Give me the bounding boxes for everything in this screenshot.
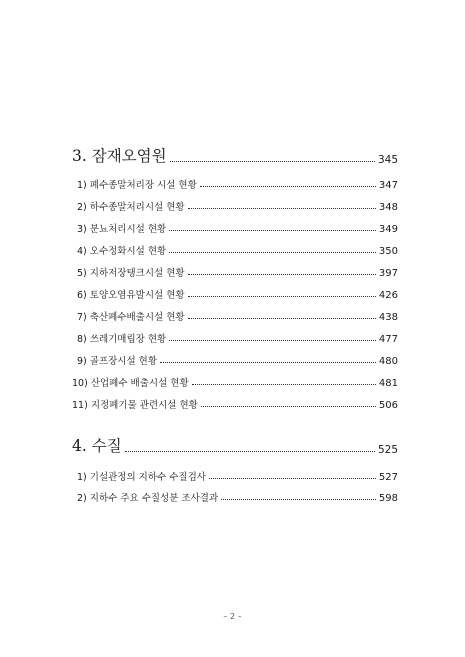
toc-item-label: 2) 하수종말처리시설 현황 — [77, 202, 185, 213]
leader-dots — [201, 406, 376, 407]
toc-item-label: 4) 오수정화시설 현황 — [77, 246, 167, 257]
toc-item-label: 7) 축산폐수배출시설 현황 — [77, 312, 185, 323]
toc-item — [77, 177, 398, 191]
toc-item — [72, 397, 398, 411]
leader-dots — [169, 252, 376, 253]
toc-page-number: 426 — [378, 290, 398, 301]
leader-dots — [200, 186, 376, 187]
toc-item-label: 9) 골프장시설 현황 — [77, 356, 158, 367]
toc-page-number: 348 — [378, 202, 398, 213]
leader-dots — [125, 451, 375, 452]
toc-page-number: 480 — [378, 356, 398, 367]
toc-page-number: 350 — [378, 246, 398, 257]
toc-item — [77, 265, 398, 279]
leader-dots — [221, 499, 376, 500]
toc-page-number: 438 — [378, 312, 398, 323]
toc-page-number: 347 — [378, 180, 398, 191]
toc-item-label: 5) 지하저장탱크시설 현황 — [77, 268, 185, 279]
toc-item — [77, 287, 398, 301]
toc-item — [77, 309, 398, 323]
toc-item-label: 1) 기설관정의 지하수 수질검사 — [77, 472, 206, 483]
toc-item-label: 6) 토양오염유발시설 현황 — [77, 290, 185, 301]
toc-section-title: 4. 수질 — [72, 437, 122, 455]
toc-item — [77, 199, 398, 213]
toc-page-number: 598 — [378, 493, 398, 504]
toc-page-number: 397 — [378, 268, 398, 279]
toc-section-title: 3. 잠재오염원 — [72, 147, 167, 165]
toc-item — [77, 353, 398, 367]
toc-page-number: 349 — [378, 224, 398, 235]
toc-item-label: 11) 지정폐기물 관련시설 현황 — [72, 400, 198, 411]
leader-dots — [169, 340, 376, 341]
toc-page-number: 527 — [378, 472, 398, 483]
leader-dots — [160, 362, 376, 363]
leader-dots — [188, 296, 376, 297]
toc-item — [72, 375, 398, 389]
leader-dots — [209, 478, 376, 479]
leader-dots — [192, 384, 376, 385]
toc-item — [77, 490, 398, 504]
toc-page-number: 477 — [378, 334, 398, 345]
toc-item-label: 8) 쓰레기매립장 현황 — [77, 334, 167, 345]
toc-item-label: 3) 분뇨처리시설 현황 — [77, 224, 167, 235]
leader-dots — [169, 230, 376, 231]
toc-item — [77, 331, 398, 345]
toc-section-4 — [72, 434, 398, 456]
toc-item-label: 10) 산업폐수 배출시설 현황 — [72, 378, 189, 389]
toc-item-label: 2) 지하수 주요 수질성분 조사결과 — [77, 493, 219, 504]
toc-item — [77, 243, 398, 257]
page-footer: – 2 – — [223, 612, 242, 621]
toc-page-number: 525 — [377, 444, 398, 456]
leader-dots — [188, 318, 376, 319]
toc-page-number: 481 — [378, 378, 398, 389]
toc-item — [77, 469, 398, 483]
leader-dots — [170, 161, 375, 162]
toc-section-3 — [72, 144, 398, 166]
leader-dots — [188, 274, 376, 275]
leader-dots — [188, 208, 376, 209]
toc-page-number: 506 — [378, 400, 398, 411]
toc-item-label: 1) 폐수종말처리장 시설 현황 — [77, 180, 197, 191]
toc-page-number: 345 — [377, 154, 398, 166]
toc-item — [77, 221, 398, 235]
